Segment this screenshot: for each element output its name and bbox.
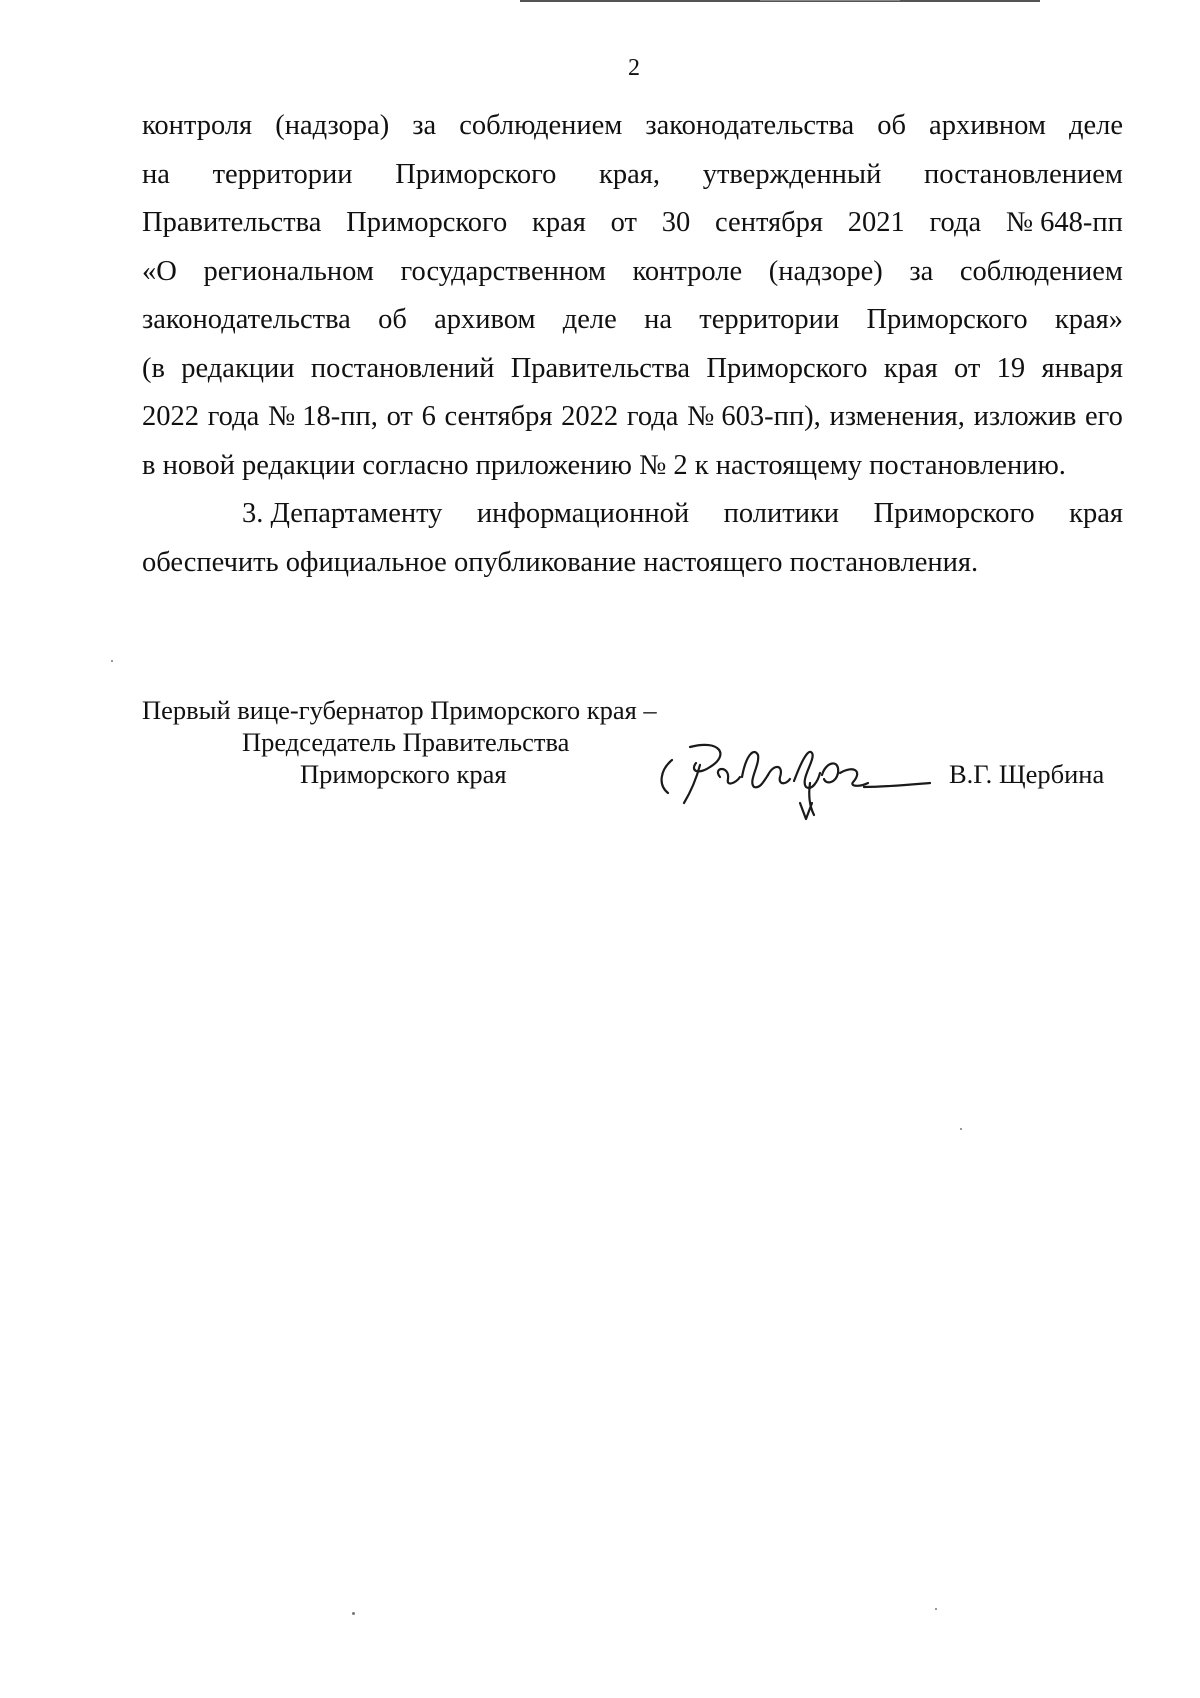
word: об [877, 110, 906, 141]
text-line [142, 393, 1123, 442]
text-line [142, 199, 1123, 248]
signer-position: Приморского края [300, 759, 507, 789]
text-line [142, 490, 1123, 539]
word: деле [1068, 110, 1123, 141]
word: государственном [400, 255, 606, 287]
word: от [954, 352, 981, 384]
word: 2022 [142, 401, 199, 432]
word: Приморского [395, 158, 557, 190]
handwritten-signature [650, 725, 940, 825]
scan-speck [935, 1608, 937, 1610]
paragraph-amendment [142, 102, 1123, 490]
signature-block [142, 695, 1132, 815]
word: территории [699, 304, 840, 335]
word: 30 [661, 207, 691, 238]
word: 19 [996, 352, 1026, 384]
word: края [1069, 498, 1123, 529]
text-line [142, 345, 1123, 394]
signer-position: Председатель Правительства [242, 727, 570, 757]
scan-speck [111, 660, 113, 662]
word: № 648-пп [1005, 207, 1123, 238]
word: территории [212, 158, 353, 190]
word: утвержденный [702, 158, 882, 190]
word: «О [142, 255, 177, 287]
word: (в [142, 352, 165, 384]
text-line: обеспечить официальное опубликование настоящего постановления. [142, 546, 979, 578]
word: от [386, 401, 413, 432]
word: его [1084, 401, 1123, 432]
word: № 603-пп), [687, 401, 821, 432]
word: постановлений [310, 352, 495, 384]
word: года [207, 401, 260, 432]
word: Приморского [873, 498, 1035, 529]
word: Правительства [510, 352, 691, 384]
word: сентября [444, 401, 553, 432]
word: соблюдением [959, 255, 1123, 287]
word: архивом [434, 304, 536, 335]
word: года [626, 401, 679, 432]
scan-speck [960, 1128, 962, 1130]
word: соблюдением [459, 110, 623, 141]
word: архивном [929, 110, 1046, 141]
word: сентября [715, 207, 823, 238]
word: региональном [203, 255, 374, 287]
paragraph-publication [142, 490, 1123, 587]
scan-edge-line [760, 0, 900, 1]
word: за [412, 110, 437, 141]
word: за [909, 255, 934, 287]
word: 6 [421, 401, 436, 432]
word: информационной [476, 498, 690, 529]
text-line [142, 296, 1123, 345]
word: Приморского [706, 352, 868, 384]
scan-speck [352, 1612, 355, 1615]
word: края» [1054, 304, 1123, 335]
word: № 18-пп, [267, 401, 378, 432]
word: контроле [632, 255, 743, 287]
word: на [142, 158, 170, 190]
page-number: 2 [628, 55, 640, 81]
signer-position: Первый вице-губернатор Приморского края – [142, 695, 657, 725]
text-line [142, 248, 1123, 297]
word: 3. Департаменту [242, 498, 443, 529]
word: деле [562, 304, 617, 335]
word: изменения, [829, 401, 965, 432]
word: 2022 [561, 401, 619, 432]
word: года [929, 207, 982, 238]
word: января [1041, 352, 1123, 384]
word: законодательства [142, 304, 351, 335]
word: изложив [973, 401, 1077, 432]
word: 2021 [847, 207, 905, 238]
word: края [532, 207, 586, 238]
word: редакции [181, 352, 295, 384]
word: на [644, 304, 672, 335]
word: Приморского [866, 304, 1028, 335]
word: законодательства [645, 110, 855, 141]
word: политики [723, 498, 840, 529]
word: (надзоре) [768, 255, 883, 287]
word: контроля [142, 110, 253, 141]
word: Правительства [142, 207, 322, 238]
text-line [142, 151, 1123, 200]
word: от [610, 207, 638, 238]
text-line: в новой редакции согласно приложению № 2 к настоящему постановлению. [142, 449, 1066, 481]
word: постановлением [924, 158, 1123, 190]
text-line [142, 102, 1123, 151]
word: края, [599, 158, 661, 190]
word: об [378, 304, 407, 335]
word: края [883, 352, 938, 384]
word: (надзора) [275, 110, 390, 141]
word: Приморского [346, 207, 508, 238]
signer-name: В.Г. Щербина [949, 759, 1105, 789]
